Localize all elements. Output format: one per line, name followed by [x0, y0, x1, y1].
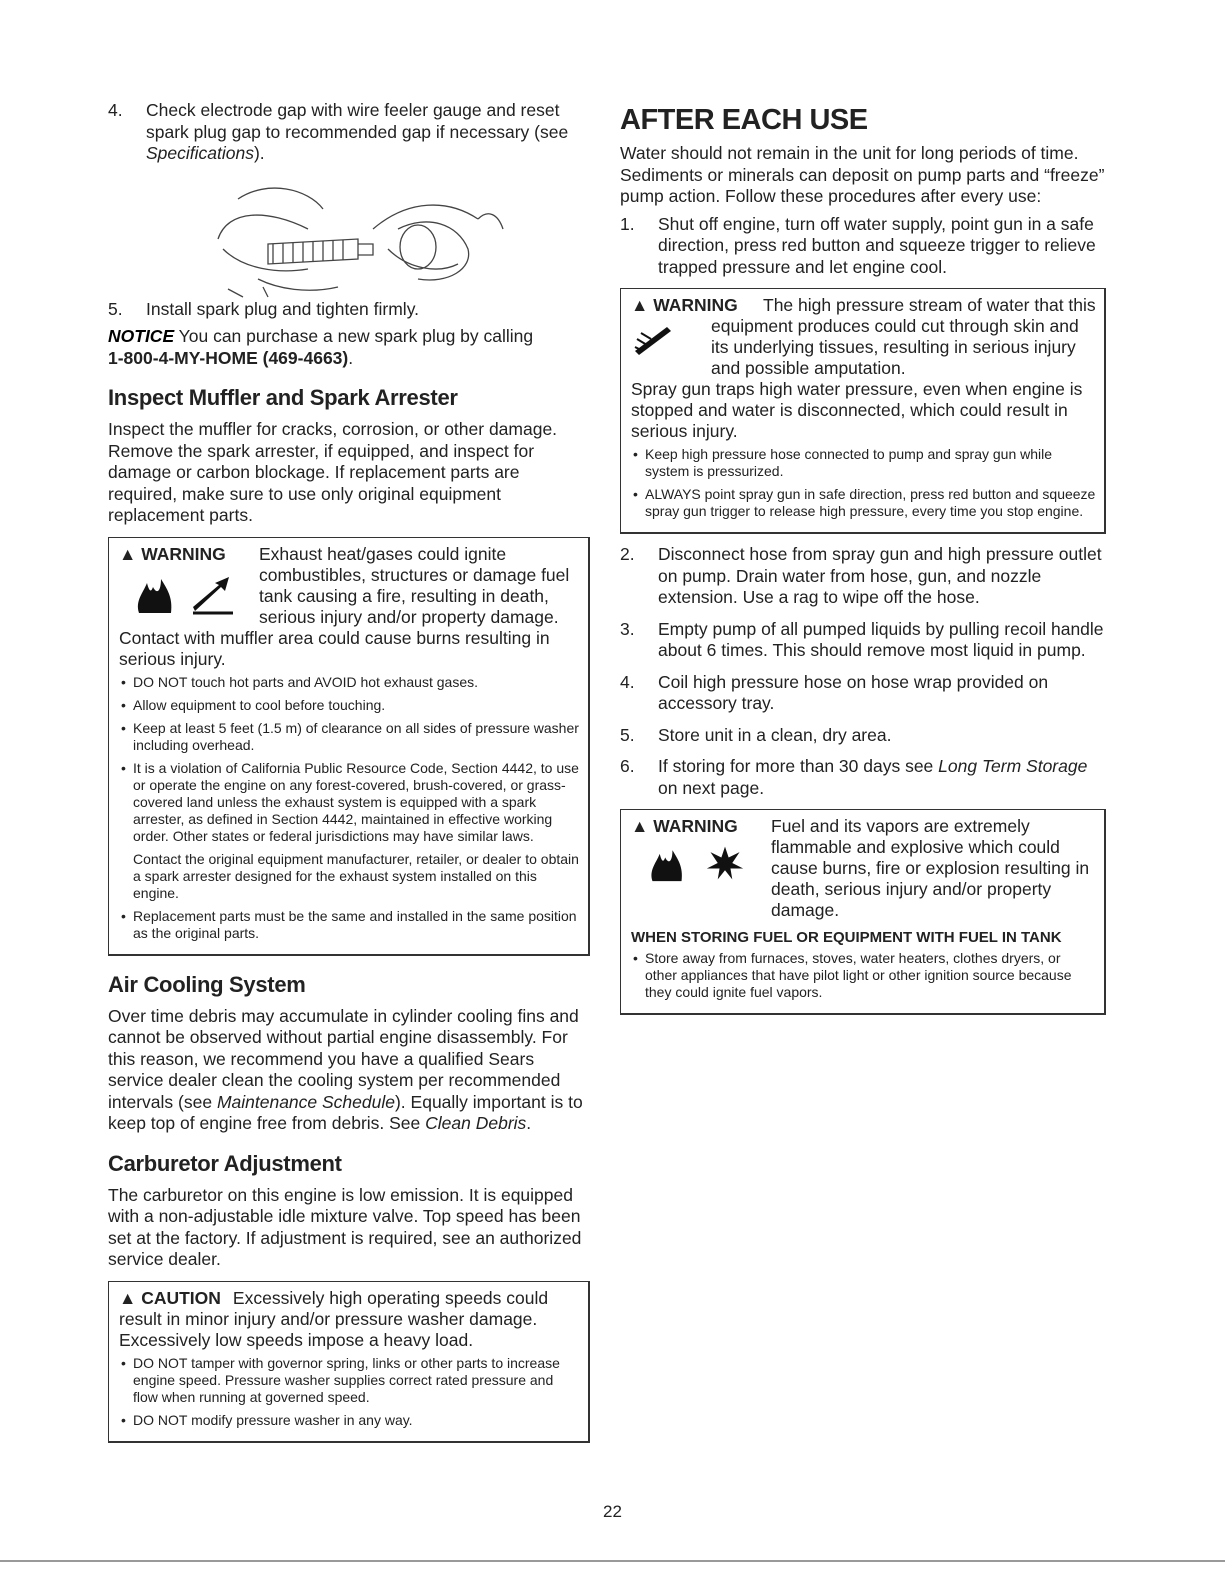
page-number: 22 [603, 1502, 622, 1521]
bottom-divider [0, 1560, 1225, 1562]
warning-bullet: • Replacement parts must be the same and installed in the same position as the original parts. [119, 908, 580, 942]
warning-subnote: Contact the original equipment manufacturer, retailer, or dealer to obtain a spark arrester designed for the exhaust system installed on this engine. [133, 850, 579, 901]
hazard-text: Exhaust heat/gases could ignite combustibles, structures or damage fuel tank causing a fire, resulting in death, serious injury and/or property damage. [259, 543, 570, 627]
step-4 [108, 100, 590, 165]
intro-paragraph: Water should not remain in the unit for long periods of time. Sediments or minerals can deposit on pump parts and “freeze” pump action. Follow these procedures after every use: [620, 143, 1105, 206]
carb-body: The carburetor on this engine is low emission. It is equipped with a non-adjustable idle mixture valve. Top speed has been set at the factory. If adjustment is required, see an authorized service dealer. [108, 1184, 582, 1269]
left-column [108, 100, 590, 1453]
long-term-storage-link[interactable]: Long Term Storage [938, 756, 1088, 776]
cooling-heading: Air Cooling System [108, 971, 306, 997]
fire-icon [645, 843, 689, 883]
hazard-text: Fuel and its vapors are extremely flammable and explosive which could cause burns, fire or explosion resulting in death, serious injury and/or property damage. [771, 816, 1090, 920]
step-text: Empty pump of all pumped liquids by pulling recoil handle about 6 times. This should remove most liquid in pump. [658, 618, 1104, 660]
phone-number: 1-800-4-MY-HOME (469-4663) [108, 347, 349, 368]
step-5-right [620, 725, 1106, 747]
clean-debris-link[interactable]: Clean Debris [425, 1113, 527, 1133]
warning-triangle-icon: ▲ [631, 295, 649, 315]
warning-bullet: • It is a violation of California Public Resource Code, Section 4442, to use or operate the engine on any forest-covered, brush-covered, or grass-covered land unless the exhaust system is equipped with a spark arrester, as defined in Section 4442, maintained in effective working order. Other states or federal jurisdictions may have similar laws. [119, 760, 580, 845]
step-1 [620, 214, 1106, 279]
hazard-icons [631, 816, 771, 921]
cooling-text: ). Equally important is to keep top of engine free from debris. See [108, 1091, 583, 1133]
fire-icon [133, 571, 177, 615]
warning-bullet: • Keep at least 5 feet (1.5 m) of clearance on all sides of pressure washer including overhead. [119, 720, 580, 754]
section-heading: AFTER EACH USE [620, 104, 868, 136]
caution-bullet: • DO NOT tamper with governor spring, links or other parts to increase engine speed. Pressure washer supplies correct rated pressure and flow when running at governed speed. [119, 1355, 580, 1406]
step-number: 3. [620, 618, 635, 639]
notice-text: You can purchase a new spark plug by calling [178, 326, 534, 346]
step-2 [620, 544, 1106, 609]
storing-fuel-subhead: WHEN STORING FUEL OR EQUIPMENT WITH FUEL IN TANK [631, 929, 1062, 946]
step-text: Check electrode gap with wire feeler gauge and reset spark plug gap to recommended gap if necessary (see [146, 100, 569, 142]
step-text: Shut off engine, turn off water supply, point gun in a safe direction, press red button and squeeze trigger to relieve trapped pressure and let engine cool. [658, 213, 1096, 277]
step-3 [620, 619, 1106, 662]
step-end: on next page. [658, 777, 765, 798]
cooling-text: Over time debris may accumulate in cylinder cooling fins and cannot be observed without partial engine disassembly. For this reason, we recommend you have a qualified Sears service dealer clean the cooling system per recommended intervals (see [108, 1005, 579, 1112]
step-text: Store unit in a clean, dry area. [658, 724, 892, 745]
signal-word: WARNING [141, 543, 226, 564]
step-number: 2. [620, 544, 635, 564]
step-number: 5. [620, 724, 635, 745]
warning-lead: Spray gun traps high water pressure, even when engine is stopped and water is disconnected, which could result in serious injury. [631, 379, 1083, 441]
step-text: Coil high pressure hose on hose wrap provided on accessory tray. [658, 671, 1049, 713]
warning-bullet: • Allow equipment to cool before touching. [119, 697, 580, 714]
warning-signal [631, 816, 771, 837]
carb-caution-box [108, 1281, 590, 1443]
explosion-icon [703, 843, 747, 883]
step-number: 6. [620, 756, 635, 776]
maintenance-schedule-link[interactable]: Maintenance Schedule [216, 1091, 395, 1112]
step-number: 4. [108, 100, 123, 120]
signal-word: WARNING [653, 295, 738, 315]
warning-triangle-icon: ▲ [631, 816, 649, 836]
warning-bullet: • DO NOT touch hot parts and AVOID hot exhaust gases. [119, 674, 580, 691]
warning-triangle-icon: ▲ [119, 1287, 137, 1308]
hazard-text-wrap [711, 295, 1096, 379]
step-number: 1. [620, 213, 635, 234]
step-5 [108, 299, 590, 321]
step-number: 4. [620, 671, 635, 692]
hazard-text: The high pressure stream of water that this equipment produces could cut through skin and its underlying tissues, resulting in serious injury and possible amputation. [711, 295, 1096, 378]
step-number: 5. [108, 298, 123, 319]
warning-lead: Contact with muffler area could cause burns resulting in serious injury. [119, 627, 550, 669]
step-6-right [620, 756, 1106, 799]
pressure-warning-box [620, 288, 1106, 534]
fuel-warning-box [620, 809, 1106, 1015]
high-pressure-spray-icon [631, 321, 675, 361]
signal-word: WARNING [653, 816, 738, 836]
cooling-body [108, 1006, 590, 1135]
notice-label: NOTICE [108, 326, 175, 346]
muffler-heading: Inspect Muffler and Spark Arrester [108, 385, 458, 410]
warning-bullet: • ALWAYS point spray gun in safe direction, press red button and squeeze spray gun trigger to release high pressure, every time you stop engine. [631, 486, 1096, 520]
warning-bullet: • Store away from furnaces, stoves, water heaters, clothes dryers, or other appliances that have pilot light or other ignition source because they could ignite fuel vapors. [631, 950, 1096, 1001]
notice-end: . [348, 347, 354, 368]
step-4-right [620, 672, 1106, 715]
caution-lead [119, 1288, 580, 1351]
caution-bullet: • DO NOT modify pressure washer in any way. [119, 1412, 580, 1429]
carb-heading: Carburetor Adjustment [108, 1150, 342, 1176]
specifications-link[interactable]: Specifications [146, 143, 254, 163]
step-end: ). [253, 143, 265, 163]
step-text: If storing for more than 30 days see [658, 756, 939, 776]
cooling-end: . [526, 1113, 532, 1133]
hazard-row [119, 544, 580, 628]
warning-bullet: • Keep high pressure hose connected to pump and spray gun while system is pressurized. [631, 446, 1096, 480]
step-text: Disconnect hose from spray gun and high pressure outlet on pump. Drain water from hose, gun, and nozzle extension. Use a rag to wipe off the hose. [658, 544, 1102, 607]
muffler-warning-box [108, 537, 590, 956]
warning-triangle-icon: ▲ [119, 543, 137, 564]
right-column [620, 104, 1106, 1025]
caution-text: Excessively high operating speeds could result in minor injury and/or pressure washer damage. Excessively low speeds impose a heavy load. [119, 1287, 549, 1350]
hazard-icons [631, 295, 711, 379]
step-text: Install spark plug and tighten firmly. [146, 298, 420, 319]
notice-paragraph [108, 326, 590, 369]
spark-plug-gap-illustration [108, 169, 590, 299]
muffler-body: Inspect the muffler for cracks, corrosion, or other damage. Remove the spark arrester, if equipped, and inspect for damage or carbon blockage. If replacement parts are required, make sure to use only original equipment replacement parts. [108, 419, 558, 525]
hot-surface-icon [191, 571, 235, 615]
signal-word: CAUTION [141, 1287, 221, 1308]
hazard-icons [119, 544, 259, 628]
warning-signal [119, 544, 259, 565]
